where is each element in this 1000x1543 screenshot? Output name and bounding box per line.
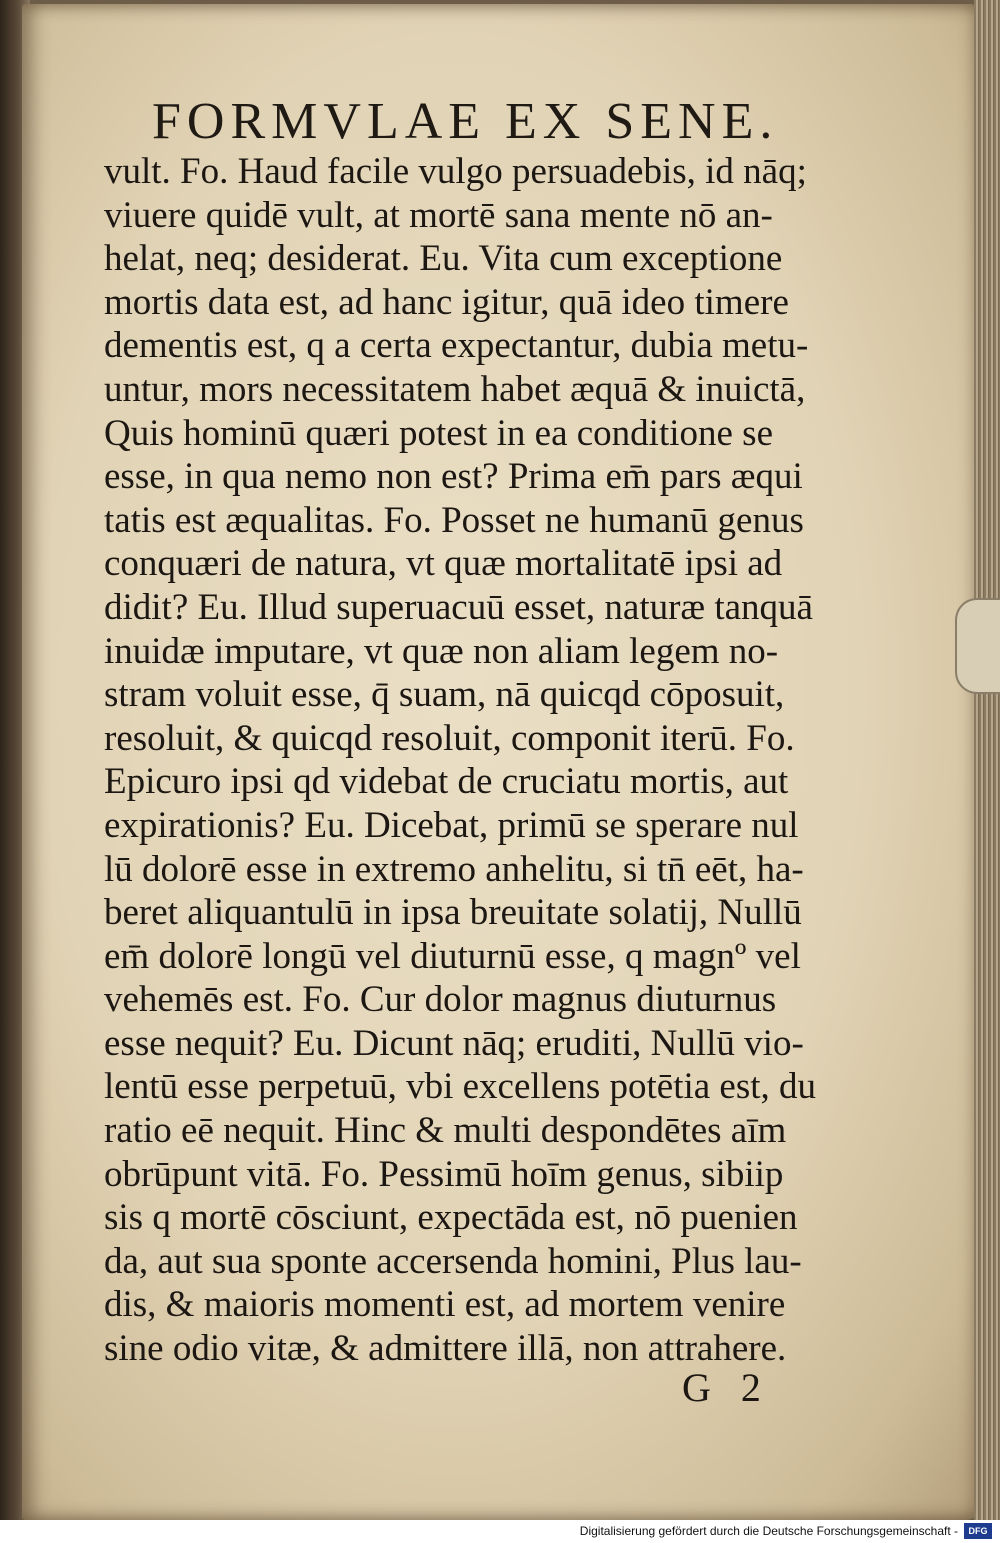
text-line: inuidæ imputare, vt quæ non aliam legem no- <box>104 630 779 672</box>
text-line: ratio eē nequit. Hinc & multi despondētes aīm <box>104 1110 787 1152</box>
text-line: untur, mors necessitatem habet æquā & inuictā, <box>104 368 806 410</box>
page-body-text <box>104 150 894 1371</box>
text-line: obrūpunt vitā. Fo. Pessimū hoīm genus, sibiip <box>104 1153 784 1195</box>
text-line: helat, neq; desiderat. Eu. Vita cum exceptione <box>104 238 783 280</box>
text-line: beret aliquantulū in ipsa breuitate solatij, Nullū <box>104 892 802 934</box>
book-page <box>22 4 980 1520</box>
text-line: vult. Fo. Haud facile vulgo persuadebis, id nāq; <box>104 151 807 192</box>
running-head: FORMVLAE EX SENE. <box>152 93 779 150</box>
page-edge-stack <box>974 0 1000 1520</box>
text-line: didit? Eu. Illud superuacuū esset, naturæ tanquā <box>104 586 813 628</box>
bookmark-tab <box>955 598 1000 694</box>
text-line: resoluit, & quicqd resoluit, componit iterū. Fo. <box>104 717 795 759</box>
text-line: Epicuro ipsi qd videbat de cruciatu mortis, aut <box>104 761 789 803</box>
text-line: stram voluit esse, q̄ suam, nā quicqd cōposuit, <box>104 674 785 716</box>
text-line: mortis data est, ad hanc igitur, quā ideo timere <box>104 281 789 323</box>
text-line: lū dolorē esse in extremo anhelitu, si tn̄ eēt, ha- <box>104 848 804 890</box>
text-line: esse nequit? Eu. Dicunt nāq; eruditi, Nullū vio- <box>104 1022 804 1064</box>
text-line: expirationis? Eu. Dicebat, primū se sperare nul <box>104 804 799 846</box>
text-line: lentū esse perpetuū, vbi excellens potētia est, du <box>104 1066 817 1108</box>
text-line: conquæri de natura, vt quæ mortalitatē ipsi ad <box>104 543 783 585</box>
footer-credit: Digitalisierung gefördert durch die Deutsche Forschungsgemeinschaft - <box>579 1524 958 1538</box>
text-line: tatis est æqualitas. Fo. Posset ne humanū genus <box>104 499 804 541</box>
footer-bar <box>0 1520 1000 1543</box>
text-line: Quis hominū quæri potest in ea conditione se <box>104 412 773 454</box>
text-line: dis, & maioris momenti est, ad mortem venire <box>104 1284 786 1326</box>
text-line: em̄ dolorē longū vel diuturnū esse, q magnº vel <box>104 935 801 977</box>
text-line: viuere quidē vult, at mortē sana mente nō an- <box>104 194 773 236</box>
text-line: sine odio vitæ, & admittere illā, non attrahere. <box>104 1328 787 1370</box>
text-line: dementis est, q a certa expectantur, dubia metu- <box>104 325 809 367</box>
dfg-logo[interactable]: DFG <box>964 1523 992 1539</box>
signature-mark: G 2 <box>682 1365 771 1410</box>
text-line: vehemēs est. Fo. Cur dolor magnus diuturnus <box>104 979 777 1021</box>
text-line: sis q mortē cōsciunt, expectāda est, nō puenien <box>104 1197 798 1239</box>
text-line: esse, in qua nemo non est? Prima em̄ pars æqui <box>104 456 803 498</box>
text-line: da, aut sua sponte accersenda homini, Plus lau- <box>104 1240 802 1282</box>
